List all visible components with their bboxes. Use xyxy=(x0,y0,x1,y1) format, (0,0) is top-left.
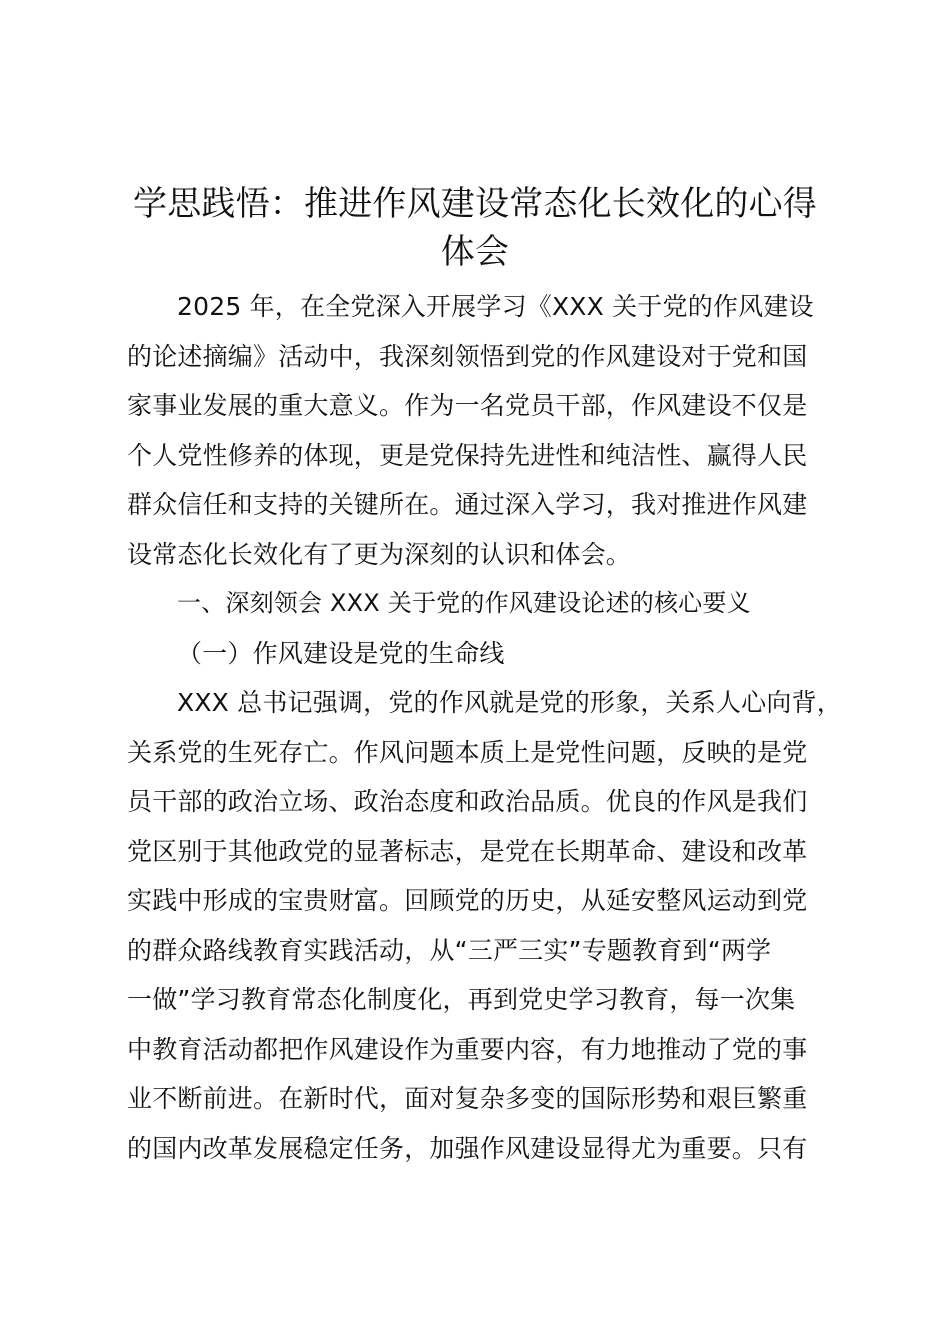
paragraph-intro xyxy=(127,282,833,579)
section-heading-1: 一、深刻领会 XXX 关于党的作风建设论述的核心要义 xyxy=(177,589,751,617)
paragraph-line: 的论述摘编》活动中，我深刻领悟到党的作风建设对于党和国 xyxy=(127,341,808,371)
paragraph-line: 党区别于其他政党的显著标志，是党在长期革命、建设和改革 xyxy=(127,836,808,866)
paragraph-line: 群众信任和支持的关键所在。通过深入学习，我对推进作风建 xyxy=(127,490,808,519)
title-line-1: 学思践悟：推进作风建设常态化长效化的心得 xyxy=(133,184,817,224)
title-line-2: 体会 xyxy=(440,232,510,272)
paragraph-line: 2025 年，在全党深入开展学习《XXX 关于党的作风建设 xyxy=(177,292,814,321)
document-title xyxy=(120,180,830,276)
paragraph-line: 的国内改革发展稳定任务，加强作风建设显得尤为重要。只有 xyxy=(127,1133,808,1163)
paragraph-line: 关系党的生死存亡。作风问题本质上是党性问题，反映的是党 xyxy=(127,737,808,767)
paragraph-line: 员干部的政治立场、政治态度和政治品质。优良的作风是我们 xyxy=(127,787,808,816)
paragraph-section-1 xyxy=(127,678,842,1173)
paragraph-line: 家事业发展的重大意义。作为一名党员干部，作风建设不仅是 xyxy=(127,391,808,420)
paragraph-line: 的群众路线教育实践活动，从“三严三实”专题教育到“两学 xyxy=(127,935,772,965)
subsection-heading-1: （一）作风建设是党的生命线 xyxy=(177,638,505,668)
paragraph-line: XXX 总书记强调，党的作风就是党的形象，关系人心向背， xyxy=(177,688,842,717)
paragraph-line: 中教育活动都把作风建设作为重要内容，有力地推动了党的事 xyxy=(127,1034,808,1064)
paragraph-line: 实践中形成的宝贵财富。回顾党的历史，从延安整风运动到党 xyxy=(127,886,808,915)
paragraph-line: 一做”学习教育常态化制度化，再到党史学习教育，每一次集 xyxy=(127,985,796,1014)
document-body xyxy=(127,282,842,1173)
paragraph-line: 个人党性修养的体现，更是党保持先进性和纯洁性、赢得人民 xyxy=(127,440,808,470)
paragraph-line: 业不断前进。在新时代，面对复杂多变的国际形势和艰巨繁重 xyxy=(127,1084,808,1113)
paragraph-line: 设常态化长效化有了更为深刻的认识和体会。 xyxy=(127,539,632,569)
